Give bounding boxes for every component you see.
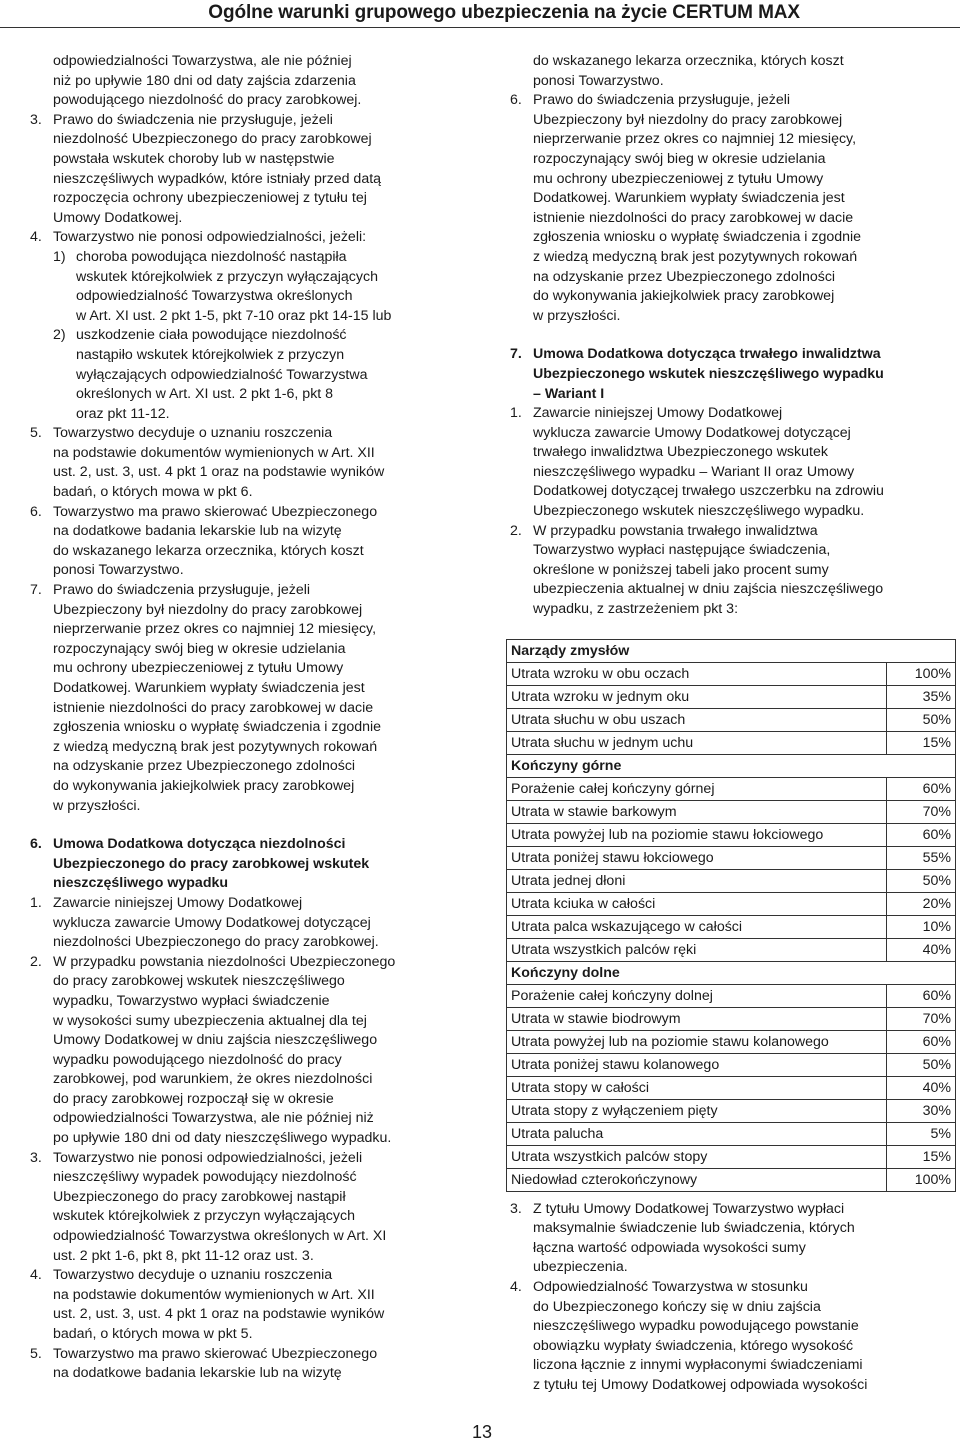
injury-label: Utrata stopy z wyłączeniem pięty [507, 1099, 887, 1122]
text-line: rozpoczynający swój bieg w okresie udzielania [533, 150, 826, 167]
section-7-heading [510, 345, 950, 404]
text-line: Towarzystwo ma prawo skierować Ubezpieczonego [53, 1345, 378, 1362]
text-line: Ubezpieczonego wskutek nieszczęśliwego wypadku. [533, 503, 865, 520]
right-column [510, 52, 950, 1396]
table-row [507, 731, 956, 754]
benefit-percent: 30% [887, 1099, 956, 1122]
text-line: nieszczęśliwego wypadku – Wariant II oraz Umowy [533, 463, 855, 480]
benefit-percent: 35% [887, 685, 956, 708]
text-line: na odzyskanie przez Ubezpieczonego zdolności [533, 268, 836, 285]
text-line: rozpoczynający swój bieg w okresie udzielania [53, 640, 346, 657]
benefit-percent: 20% [887, 892, 956, 915]
injury-label: Utrata w stawie barkowym [507, 800, 887, 823]
item-number: 4. [30, 1267, 42, 1284]
text-line: Towarzystwo decyduje o uznaniu roszczenia [53, 425, 333, 442]
injury-label: Porażenie całej kończyny górnej [507, 777, 887, 800]
injury-label: Utrata wszystkich palców ręki [507, 938, 887, 961]
text-line: z wiedzą medyczną brak jest pozytywnych rokowań [533, 248, 858, 265]
table-row [507, 1168, 956, 1191]
section-7-paragraph-4 [510, 1278, 950, 1396]
injury-label: Utrata w stawie biodrowym [507, 1007, 887, 1030]
benefit-percent: 100% [887, 1168, 956, 1191]
item-number: 3. [30, 111, 42, 128]
benefit-percent: 100% [887, 662, 956, 685]
section-6-paragraph-2 [30, 953, 470, 1149]
injury-label: Utrata palca wskazującego w całości [507, 915, 887, 938]
continued-paragraph [510, 52, 950, 91]
text-line: mu ochrony ubezpieczeniowej z tytułu Umowy [533, 170, 824, 187]
text-line: do wykonywania jakiejkolwiek pracy zarobkowej [533, 288, 835, 305]
text-line: Umowa Dodatkowa dotycząca trwałego inwalidztwa [533, 346, 881, 363]
injury-label: Utrata jednej dłoni [507, 869, 887, 892]
text-line: Prawo do świadczenia nie przysługuje, jeżeli [53, 111, 333, 128]
text-line: odpowiedzialność Towarzystwa określonych w Art. XI [53, 1228, 387, 1245]
section-7-paragraph-2 [510, 522, 950, 620]
text-line: nieszczęśliwych wypadków, które istniały przed datą [53, 170, 382, 187]
table-row [507, 1007, 956, 1030]
group-label: Narządy zmysłów [507, 639, 956, 662]
text-line: Ubezpieczonego do pracy zarobkowej wskutek [53, 855, 370, 872]
text-line: z tytułu tej Umowy Dodatkowej odpowiada wysokości [533, 1376, 868, 1393]
text-line: Dodatkowej. Warunkiem wypłaty świadczenia jest [533, 190, 845, 207]
item-number: 6. [510, 92, 522, 109]
text-line: Z tytułu Umowy Dodatkowej Towarzystwo wypłaci [533, 1200, 845, 1217]
paragraph-7 [30, 581, 470, 816]
text-line: zgłoszenia wniosku o wypłatę świadczenia i zgodnie [53, 719, 382, 736]
injury-label: Niedowład czterokończynowy [507, 1168, 887, 1191]
table-row [507, 892, 956, 915]
text-line: w Art. XI ust. 2 pkt 1-5, pkt 7-10 oraz pkt 14-15 lub [76, 307, 392, 324]
text-line: na dodatkowe badania lekarskie lub na wizytę [53, 523, 342, 540]
table-row [507, 1076, 956, 1099]
benefit-percent: 50% [887, 869, 956, 892]
sub-item-1 [53, 248, 470, 326]
item-number: 4. [30, 229, 42, 246]
table-row [507, 662, 956, 685]
text-line: Zawarcie niniejszej Umowy Dodatkowej [533, 405, 783, 422]
injury-label: Utrata wzroku w obu oczach [507, 662, 887, 685]
text-line: Ubezpieczony był niezdolny do pracy zarobkowej [53, 601, 363, 618]
text-line: w przyszłości. [53, 797, 141, 814]
benefit-percent: 70% [887, 1007, 956, 1030]
text-line: W przypadku powstania niezdolności Ubezpieczonego [53, 953, 396, 970]
injury-label: Porażenie całej kończyny dolnej [507, 984, 887, 1007]
table-row [507, 846, 956, 869]
table-row [507, 685, 956, 708]
section-6-paragraph-4 [30, 1266, 470, 1344]
text-line: zarobkowej, pod warunkiem, że okres niezdolności [53, 1071, 373, 1088]
text-line: badań, o których mowa w pkt 5. [53, 1326, 253, 1342]
text-line: ubezpieczenia. [533, 1259, 628, 1276]
page-header [0, 0, 960, 28]
text-line: ust. 2, ust. 3, ust. 4 pkt 1 oraz na podstawie wyników [53, 1306, 385, 1323]
text-line: nieprzerwanie przez okres co najmniej 12 miesięcy, [533, 131, 857, 148]
benefit-percent: 15% [887, 1145, 956, 1168]
text-line: Towarzystwo decyduje o uznaniu roszczenia [53, 1267, 333, 1284]
item-number: 3. [30, 1149, 42, 1166]
left-column [30, 52, 470, 1384]
benefit-percent: 50% [887, 1053, 956, 1076]
table-row [507, 800, 956, 823]
text-line: wskutek którejkolwiek z przyczyn wyłączających [76, 268, 378, 285]
text-line: do wskazanego lekarza orzecznika, których koszt [53, 542, 364, 559]
text-line: do wykonywania jakiejkolwiek pracy zarobkowej [53, 777, 355, 794]
text-line: Umowa Dodatkowa dotycząca niezdolności [53, 836, 346, 853]
text-line: do pracy zarobkowej rozpoczął się w okresie [53, 1090, 334, 1107]
item-number: 6. [30, 503, 42, 520]
table-row [507, 915, 956, 938]
item-number: 5. [30, 425, 42, 442]
text-line: do wskazanego lekarza orzecznika, których koszt [533, 53, 844, 69]
table-group-header [507, 639, 956, 662]
text-line: odpowiedzialność Towarzystwa określonych [76, 288, 353, 305]
text-line: Ubezpieczonego do pracy zarobkowej nastąpił [53, 1188, 346, 1205]
table-row [507, 777, 956, 800]
text-line: Dodatkowej dotyczącej trwałego uszczerbku na zdrowiu [533, 483, 884, 500]
text-line: określonych w Art. XI ust. 2 pkt 1-6, pkt 8 [76, 386, 334, 403]
text-line: choroba powodująca niezdolność nastąpiła [76, 248, 347, 265]
table-row [507, 1053, 956, 1076]
text-line: nieprzerwanie przez okres co najmniej 12 miesięcy, [53, 621, 377, 638]
text-line: na podstawie dokumentów wymienionych w Art. XII [53, 1286, 375, 1303]
text-line: wskutek którejkolwiek z przyczyn wyłączających [53, 1208, 355, 1225]
table-row [507, 1122, 956, 1145]
injury-label: Utrata wzroku w jednym oku [507, 685, 887, 708]
text-line: nieszczęśliwego wypadku [53, 875, 229, 892]
injury-label: Utrata poniżej stawu kolanowego [507, 1053, 887, 1076]
paragraph-6 [30, 503, 470, 581]
text-line: rozpoczęcia ochrony ubezpieczeniowej z tytułu tej [53, 190, 367, 207]
item-number: 2. [30, 953, 42, 970]
text-line: Ubezpieczony był niezdolny do pracy zarobkowej [533, 111, 843, 128]
item-number: 6. [30, 836, 42, 853]
header-rule [0, 27, 960, 28]
text-line: odpowiedzialności Towarzystwa, ale nie później [53, 53, 352, 69]
table-row [507, 823, 956, 846]
text-line: trwałego inwalidztwa Ubezpieczonego wskutek [533, 444, 828, 461]
text-line: Prawo do świadczenia przysługuje, jeżeli [53, 582, 311, 599]
text-line: Odpowiedzialność Towarzystwa w stosunku [533, 1279, 808, 1295]
text-line: Towarzystwo nie ponosi odpowiedzialności, jeżeli: [53, 229, 367, 246]
text-line: badań, o których mowa w pkt 6. [53, 484, 253, 501]
group-label: Kończyny górne [507, 754, 956, 777]
paragraph-3 [30, 111, 470, 229]
benefit-table [506, 639, 956, 1192]
text-line: Towarzystwo wypłaci następujące świadczenia, [533, 542, 831, 559]
text-line: uszkodzenie ciała powodujące niezdolność [76, 327, 347, 344]
text-line: mu ochrony ubezpieczeniowej z tytułu Umowy [53, 660, 344, 677]
text-line: istnienie niezdolności do pracy zarobkowej w dacie [53, 699, 374, 716]
text-line: obowiązku wypłaty świadczenia, którego wysokość [533, 1337, 854, 1354]
table-row [507, 1030, 956, 1053]
text-line: W przypadku powstania trwałego inwalidztwa [533, 522, 818, 539]
text-line: nieszczęśliwy wypadek powodujący niezdolność [53, 1169, 357, 1186]
text-line: Umowy Dodatkowej w dniu zajścia nieszczęśliwego [53, 1032, 378, 1049]
table-row [507, 1145, 956, 1168]
text-line: na dodatkowe badania lekarskie lub na wizytę [53, 1365, 342, 1382]
text-line: wyklucza zawarcie Umowy Dodatkowej dotyczącej [53, 914, 371, 931]
section-6-paragraph-1 [30, 894, 470, 953]
table-row [507, 938, 956, 961]
injury-label: Utrata powyżej lub na poziomie stawu łokciowego [507, 823, 887, 846]
item-number: 1. [510, 405, 522, 422]
text-line: wypadku, Towarzystwo wypłaci świadczenie [53, 992, 330, 1009]
benefit-percent: 60% [887, 1030, 956, 1053]
table-row [507, 708, 956, 731]
text-line: po upływie 180 dni od daty nieszczęśliwego wypadku. [53, 1130, 392, 1147]
header-title: Ogólne warunki grupowego ubezpieczenia na życie CERTUM MAX [208, 2, 800, 23]
benefit-percent: 55% [887, 846, 956, 869]
benefit-percent: 10% [887, 915, 956, 938]
item-number: 5. [30, 1345, 42, 1362]
benefit-percent: 60% [887, 777, 956, 800]
group-label: Kończyny dolne [507, 961, 956, 984]
page-number: 13 [472, 1422, 493, 1442]
text-line: nieszczęśliwego wypadku powodującego powstanie [533, 1318, 859, 1335]
item-number: 4. [510, 1279, 522, 1295]
text-line: niż po upływie 180 dni od daty zajścia zdarzenia [53, 72, 356, 89]
text-line: powstała wskutek choroby lub w następstwie [53, 150, 335, 167]
text-line: na podstawie dokumentów wymienionych w Art. XII [53, 444, 375, 461]
section-7-paragraph-1 [510, 404, 950, 522]
paragraph-4 [30, 228, 470, 248]
sub-item-2 [53, 326, 470, 424]
text-line: wyłączających odpowiedzialność Towarzystwa [76, 366, 368, 383]
text-line: w wysokości sumy ubezpieczenia aktualnej dla tej [53, 1012, 367, 1029]
text-line: do Ubezpieczonego kończy się w dniu zajścia [533, 1298, 821, 1315]
section-7-paragraph-3 [510, 1200, 950, 1278]
text-line: Umowy Dodatkowej. [53, 209, 183, 226]
section-6-heading [30, 835, 470, 894]
text-line: ust. 2 pkt 1-6, pkt 8, pkt 11-12 oraz ust. 3. [53, 1247, 314, 1264]
text-line: określone w poniższej tabeli jako procent sumy [533, 561, 829, 578]
injury-label: Utrata wszystkich palców stopy [507, 1145, 887, 1168]
text-line: Dodatkowej. Warunkiem wypłaty świadczenia jest [53, 680, 365, 696]
benefit-percent: 60% [887, 823, 956, 846]
text-line: wypadku, z zastrzeżeniem pkt 3: [533, 601, 739, 618]
text-line: ubezpieczenia aktualnej w dniu zajścia nieszczęśliwego [533, 581, 884, 598]
benefit-percent: 40% [887, 938, 956, 961]
text-line: niezdolności Ubezpieczonego do pracy zarobkowej. [53, 934, 379, 951]
injury-label: Utrata palucha [507, 1122, 887, 1145]
benefit-percent: 5% [887, 1122, 956, 1145]
section-6-paragraph-5 [30, 1345, 470, 1384]
text-line: – Wariant I [533, 385, 605, 402]
text-line: do pracy zarobkowej wskutek nieszczęśliwego [53, 973, 345, 990]
text-line: niezdolność Ubezpieczonego do pracy zarobkowej [53, 131, 372, 148]
benefit-percent: 40% [887, 1076, 956, 1099]
text-line: Zawarcie niniejszej Umowy Dodatkowej [53, 894, 303, 911]
text-line: na odzyskanie przez Ubezpieczonego zdolności [53, 758, 356, 775]
text-line: w przyszłości. [533, 307, 621, 324]
injury-label: Utrata poniżej stawu łokciowego [507, 846, 887, 869]
section-6-paragraph-3 [30, 1149, 470, 1267]
item-number: 1) [53, 248, 66, 265]
item-number: 7. [30, 582, 42, 599]
text-line: powodującego niezdolność do pracy zarobkowej. [53, 92, 362, 109]
table-group-header [507, 754, 956, 777]
text-line: nastąpiło wskutek którejkolwiek z przyczyn [76, 346, 345, 363]
injury-label: Utrata kciuka w całości [507, 892, 887, 915]
text-line: oraz pkt 11-12. [76, 405, 170, 422]
benefit-percent: 15% [887, 731, 956, 754]
text-line: liczona łącznie z innymi wypłaconymi świadczeniami [533, 1357, 863, 1374]
continued-paragraph [30, 52, 470, 111]
text-line: wypadku powodującego niezdolność do pracy [53, 1051, 342, 1068]
text-line: istnienie niezdolności do pracy zarobkowej w dacie [533, 209, 854, 226]
text-line: ponosi Towarzystwo. [53, 562, 184, 579]
text-line: ust. 2, ust. 3, ust. 4 pkt 1 oraz na podstawie wyników [53, 464, 385, 481]
text-line: wyklucza zawarcie Umowy Dodatkowej dotyczącej [533, 424, 851, 441]
item-number: 1. [30, 894, 42, 911]
injury-label: Utrata powyżej lub na poziomie stawu kolanowego [507, 1030, 887, 1053]
paragraph-6 [510, 91, 950, 326]
text-line: Towarzystwo nie ponosi odpowiedzialności, jeżeli [53, 1149, 363, 1166]
table-row [507, 984, 956, 1007]
benefit-percent: 60% [887, 984, 956, 1007]
text-line: odpowiedzialności Towarzystwa, ale nie później niż [53, 1110, 374, 1127]
item-number: 2. [510, 522, 522, 539]
benefit-percent: 50% [887, 708, 956, 731]
injury-label: Utrata słuchu w obu uszach [507, 708, 887, 731]
text-line: Towarzystwo ma prawo skierować Ubezpieczonego [53, 503, 378, 520]
injury-label: Utrata słuchu w jednym uchu [507, 731, 887, 754]
text-line: łączna wartość odpowiada wysokości sumy [533, 1239, 806, 1256]
benefit-percent: 70% [887, 800, 956, 823]
text-line: maksymalnie świadczenie lub świadczenia, których [533, 1220, 855, 1237]
item-number: 2) [53, 327, 66, 344]
text-line: Ubezpieczonego wskutek nieszczęśliwego wypadku [533, 365, 884, 382]
table-row [507, 869, 956, 892]
paragraph-5 [30, 424, 470, 502]
text-line: zgłoszenia wniosku o wypłatę świadczenia i zgodnie [533, 229, 862, 246]
text-line: Prawo do świadczenia przysługuje, jeżeli [533, 92, 791, 109]
injury-label: Utrata stopy w całości [507, 1076, 887, 1099]
text-line: ponosi Towarzystwo. [533, 72, 664, 89]
item-number: 3. [510, 1200, 522, 1217]
item-number: 7. [510, 346, 522, 363]
table-group-header [507, 961, 956, 984]
table-row [507, 1099, 956, 1122]
text-line: z wiedzą medyczną brak jest pozytywnych rokowań [53, 738, 378, 755]
